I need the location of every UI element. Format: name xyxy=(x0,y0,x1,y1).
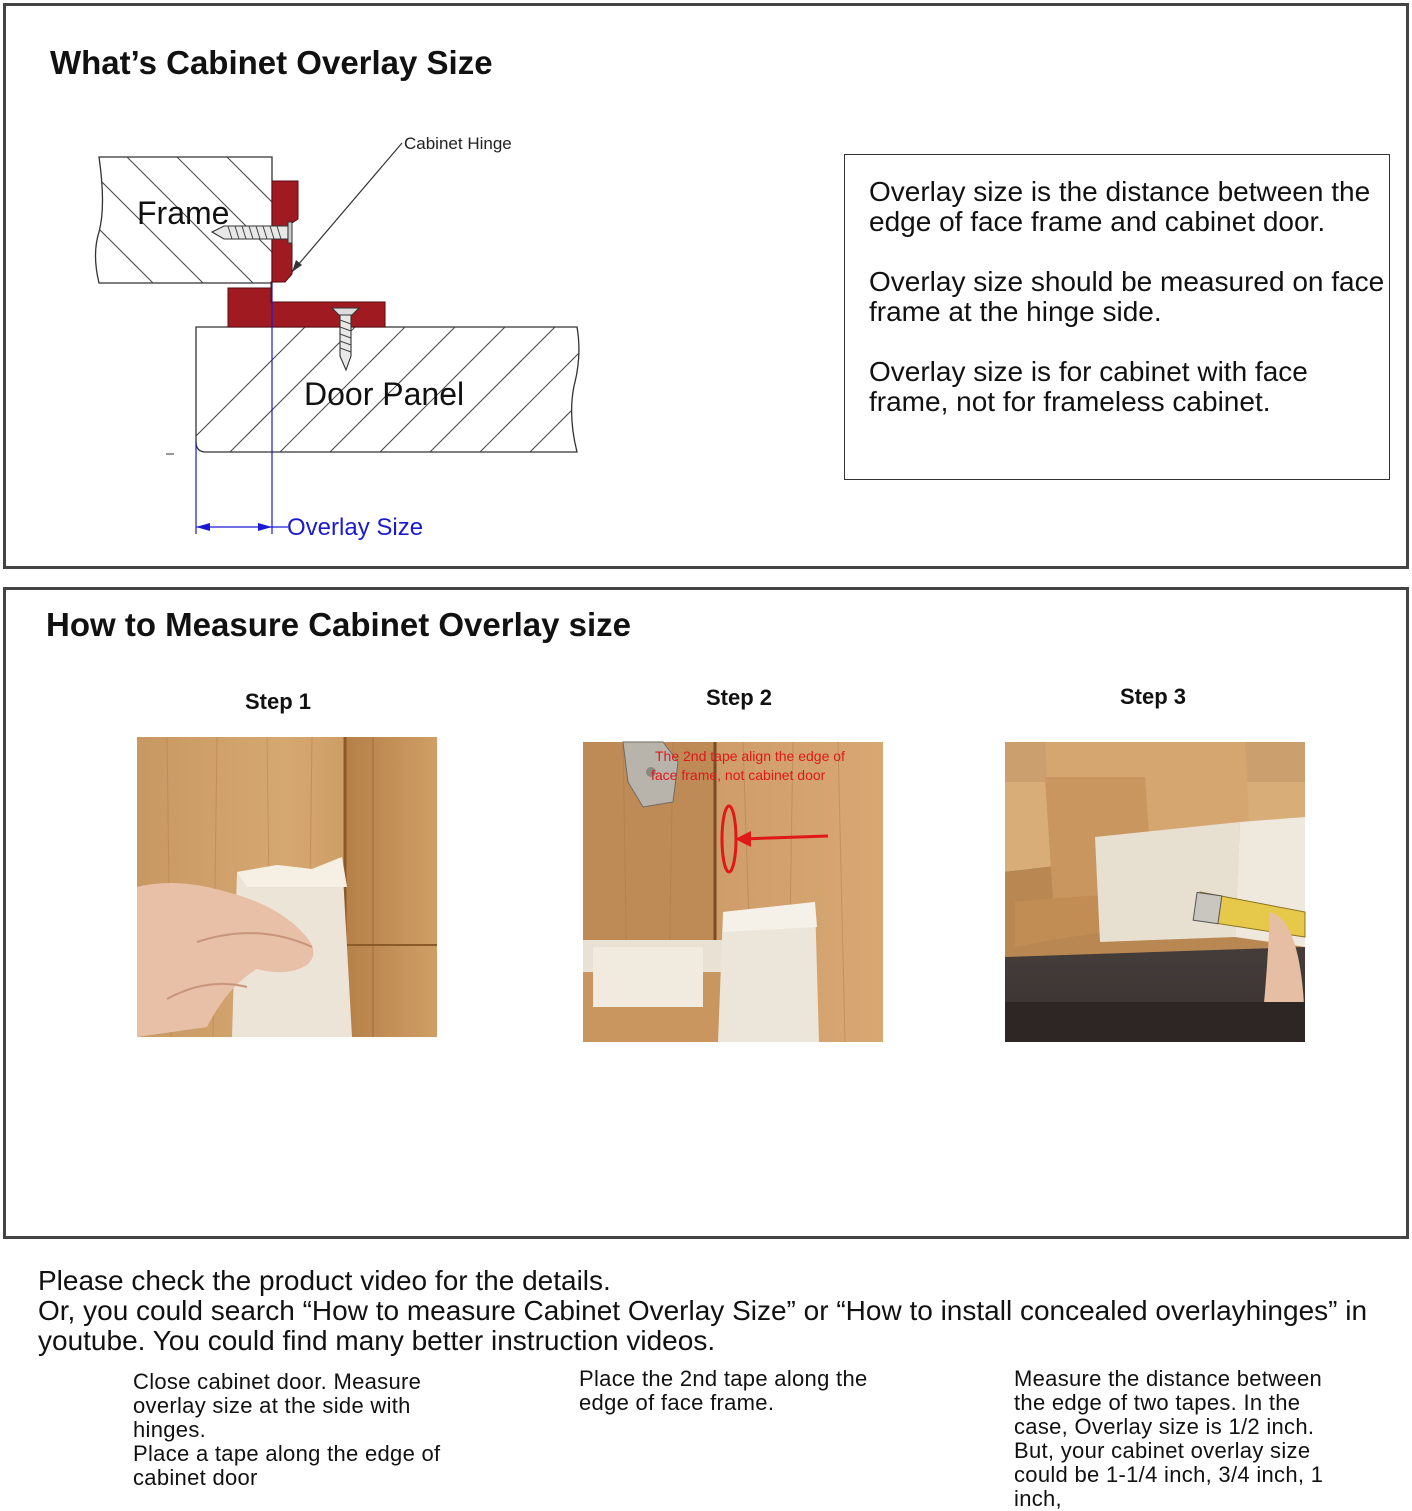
step1-photo xyxy=(137,737,437,1037)
info-measure-side: Overlay size should be measured on face frame at the hinge side. xyxy=(869,266,1385,327)
section1-title: What’s Cabinet Overlay Size xyxy=(50,44,493,81)
step2-photo-note: The 2nd tape align the edge of face frame, not cabinet door xyxy=(651,748,845,783)
hinge-leader-line xyxy=(292,143,402,272)
footer-note xyxy=(38,1266,1398,1356)
footer-line-youtube: Or, you could search “How to measure Cabinet Overlay Size” or “How to install concealed overlayhinges” in youtube. You could find many better instruction videos. xyxy=(38,1295,1368,1356)
step1-title: Step 1 xyxy=(245,689,312,714)
hinge-label: Cabinet Hinge xyxy=(404,134,512,153)
footer-line-video: Please check the product video for the details. xyxy=(38,1265,611,1296)
section2-title: How to Measure Cabinet Overlay size xyxy=(46,606,632,643)
overlay-info-box xyxy=(844,154,1390,480)
step2-description: Place the 2nd tape along the edge of face frame. xyxy=(579,1366,868,1415)
step3-photo xyxy=(1005,742,1305,1042)
overlay-diagram xyxy=(6,6,606,566)
overlay-size-panel xyxy=(3,3,1409,569)
info-definition: Overlay size is the distance between the edge of face frame and cabinet door. xyxy=(869,176,1371,237)
step1-description: Close cabinet door. Measure overlay size at the side with hinges. Place a tape along the edge of cabinet door xyxy=(133,1369,441,1490)
overlay-size-label: Overlay Size xyxy=(287,514,424,541)
step2-photo xyxy=(583,742,883,1042)
step3-description: Measure the distance between the edge of two tapes. In the case, Overlay size is 1/2 inch. But, your cabinet overlay size could be 1-1/4 inch, 3/4 inch, 1 inch, xyxy=(1014,1366,1324,1511)
step2-title: Step 2 xyxy=(706,685,773,710)
door-panel-label: Door Panel xyxy=(304,376,465,412)
frame-label: Frame xyxy=(137,195,230,231)
step3-title: Step 3 xyxy=(1120,684,1187,709)
info-face-frame-note: Overlay size is for cabinet with face frame, not for frameless cabinet. xyxy=(869,356,1308,417)
